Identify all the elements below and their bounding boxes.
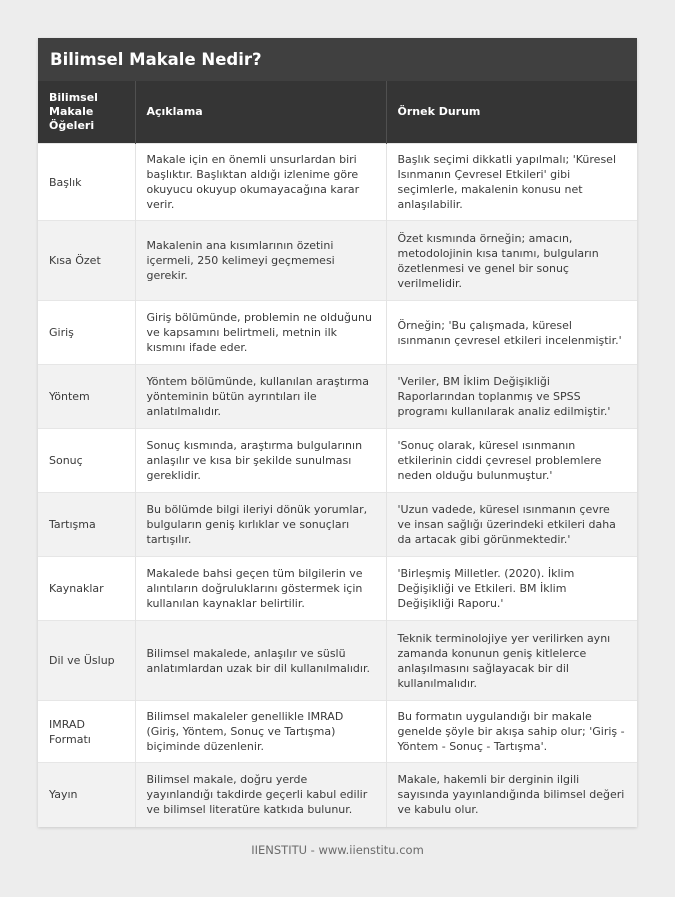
table-row bbox=[38, 221, 637, 301]
content-card bbox=[38, 38, 637, 827]
cell-description: Bilimsel makaleler genellikle IMRAD (Giriş, Yöntem, Sonuç ve Tartışma) biçiminde düzenlenir. bbox=[135, 701, 386, 763]
cell-description: Giriş bölümünde, problemin ne olduğunu ve kapsamını belirtmeli, metnin ilk kısmını ifade eder. bbox=[135, 301, 386, 365]
cell-description: Bu bölümde bilgi ileriyi dönük yorumlar, bulguların geniş kırlıklar ve sonuçları tartışılır. bbox=[135, 493, 386, 557]
cell-example: Örneğin; 'Bu çalışmada, küresel ısınmanın çevresel etkileri incelenmiştir.' bbox=[386, 301, 637, 365]
cell-element: Başlık bbox=[38, 144, 135, 221]
cell-example: Teknik terminolojiye yer verilirken aynı zamanda konunun geniş kitlelerce anlaşılmasını sağlayacak bir dil kullanılmalıdır. bbox=[386, 621, 637, 701]
table-row bbox=[38, 763, 637, 827]
table-row bbox=[38, 557, 637, 621]
page-title: Bilimsel Makale Nedir? bbox=[38, 38, 637, 81]
cell-element: Yöntem bbox=[38, 365, 135, 429]
table-row bbox=[38, 365, 637, 429]
cell-element: IMRAD Formatı bbox=[38, 701, 135, 763]
data-table bbox=[38, 81, 637, 827]
cell-example: 'Birleşmiş Milletler. (2020). İklim Değişikliği ve Etkileri. BM İklim Değişikliği Raporu.' bbox=[386, 557, 637, 621]
cell-example: Makale, hakemli bir derginin ilgili sayısında yayınlandığında bilimsel değeri ve kabulu olur. bbox=[386, 763, 637, 827]
table-row bbox=[38, 144, 637, 221]
cell-element: Tartışma bbox=[38, 493, 135, 557]
footer-credit: IIENSTITU - www.iienstitu.com bbox=[251, 843, 424, 857]
cell-description: Yöntem bölümünde, kullanılan araştırma yönteminin bütün ayrıntıları ile anlatılmalıdır. bbox=[135, 365, 386, 429]
table-row bbox=[38, 701, 637, 763]
cell-description: Makale için en önemli unsurlardan biri başlıktır. Başlıktan aldığı izlenime göre okuyucu okuyup okumayacağına karar verir. bbox=[135, 144, 386, 221]
cell-element: Kaynaklar bbox=[38, 557, 135, 621]
table-row bbox=[38, 493, 637, 557]
column-header-element: Bilimsel Makale Öğeleri bbox=[38, 81, 135, 144]
table-row bbox=[38, 621, 637, 701]
table-header-row bbox=[38, 81, 637, 144]
cell-element: Giriş bbox=[38, 301, 135, 365]
cell-example: Başlık seçimi dikkatli yapılmalı; 'Küresel Isınmanın Çevresel Etkileri' gibi seçimlerle, makalenin konusu net anlaşılabilir. bbox=[386, 144, 637, 221]
column-header-description: Açıklama bbox=[135, 81, 386, 144]
cell-example: 'Sonuç olarak, küresel ısınmanın etkilerinin ciddi çevresel problemlere neden olduğu bulunmuştur.' bbox=[386, 429, 637, 493]
cell-example: Bu formatın uygulandığı bir makale genelde şöyle bir akışa sahip olur; 'Giriş - Yöntem - Sonuç - Tartışma'. bbox=[386, 701, 637, 763]
cell-element: Yayın bbox=[38, 763, 135, 827]
cell-element: Sonuç bbox=[38, 429, 135, 493]
cell-description: Makalenin ana kısımlarının özetini içermeli, 250 kelimeyi geçmemesi gerekir. bbox=[135, 221, 386, 301]
cell-element: Dil ve Üslup bbox=[38, 621, 135, 701]
table-row bbox=[38, 301, 637, 365]
cell-element: Kısa Özet bbox=[38, 221, 135, 301]
cell-description: Sonuç kısmında, araştırma bulgularının anlaşılır ve kısa bir şekilde sunulması gereklidir. bbox=[135, 429, 386, 493]
cell-example: 'Uzun vadede, küresel ısınmanın çevre ve insan sağlığı üzerindeki etkileri daha da artacak gibi görünmektedir.' bbox=[386, 493, 637, 557]
cell-description: Bilimsel makale, doğru yerde yayınlandığı takdirde geçerli kabul edilir ve bilimsel literatüre katkıda bulunur. bbox=[135, 763, 386, 827]
cell-description: Makalede bahsi geçen tüm bilgilerin ve alıntıların doğruluklarını göstermek için kullanılan kaynaklar belirtilir. bbox=[135, 557, 386, 621]
table-row bbox=[38, 429, 637, 493]
cell-example: Özet kısmında örneğin; amacın, metodolojinin kısa tanımı, bulguların özetlenmesi ve genel bir sonuç verilmelidir. bbox=[386, 221, 637, 301]
cell-description: Bilimsel makalede, anlaşılır ve süslü anlatımlardan uzak bir dil kullanılmalıdır. bbox=[135, 621, 386, 701]
cell-example: 'Veriler, BM İklim Değişikliği Raporlarından toplanmış ve SPSS programı kullanılarak analiz edilmiştir.' bbox=[386, 365, 637, 429]
column-header-example: Örnek Durum bbox=[386, 81, 637, 144]
